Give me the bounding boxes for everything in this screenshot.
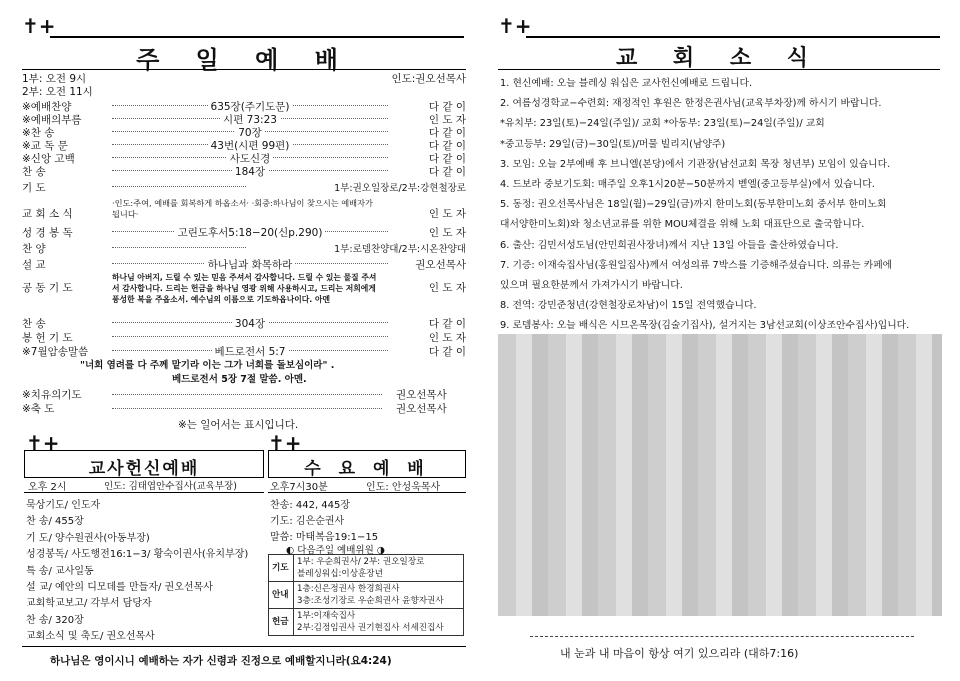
order-item: 봉 헌 기 도: [22, 332, 73, 344]
cross-icon: ✝+: [268, 431, 302, 455]
order-item: 설 교: [22, 259, 46, 271]
order-item: 찬 송: [22, 166, 46, 178]
closing-item: ※치유의기도: [22, 389, 82, 401]
leader-dots: [112, 408, 382, 409]
news-item: 5. 동정: 권오선목사님은 18일(월)−29일(금)까지 한미노회(동부한미노회 중서부 한미노회: [500, 199, 887, 211]
teacher-row: 설 교/ 예안의 디모데를 만들자/ 권오선목사: [26, 582, 213, 593]
memory-verse-ref: 베드로전서 5장 7절 말씀. 아멘.: [172, 374, 307, 385]
next-week-cell: [294, 555, 464, 582]
teacher-row: 교회소식 및 축도/ 권오선목사: [26, 631, 155, 643]
order-item: 교 회 소 식: [22, 208, 73, 220]
teacher-divider: [24, 492, 264, 493]
order-item: 공 동 기 도: [22, 282, 73, 294]
next-week-names: 1층:신은정권사 한경희권사: [297, 584, 400, 594]
news-item: 대서양한미노회)와 청소년교류를 위한 MOU체결을 위해 노회 대표단으로 출국합니다.: [500, 219, 865, 231]
order-role: 인 도 자: [428, 332, 466, 344]
news-item: 9. 로뎀봉사: 오늘 배식은 시므온목장(김술기집사), 설거지는 3남선교회(이상조안수집사)입니다.: [500, 320, 910, 332]
order-role: 인 도 자: [428, 282, 466, 294]
order-detail: 하나님과 화목하라: [112, 257, 388, 272]
wednesday-title: 수 요 예 배: [304, 459, 430, 479]
order-role: 다 같 이: [428, 318, 466, 330]
closing-role: 권오선목사: [396, 389, 447, 401]
next-week-cell: [294, 609, 464, 636]
footer-rule: [530, 636, 914, 637]
next-week-role: 안내: [269, 582, 294, 609]
news-item: 있으며 필요한분께서 가져가시기 바랍니다.: [500, 280, 683, 292]
news-title: 교 회 소 식: [616, 45, 822, 71]
next-week-heading: ◐ 다음주일 예배위원 ◑: [286, 545, 386, 556]
closing-item: ※축 도: [22, 403, 55, 415]
next-week-row: [269, 582, 464, 609]
next-week-names: 1부:이재숙집사: [297, 611, 356, 621]
teacher-row: 기 도/ 양수원권사(아동부장): [26, 532, 150, 544]
next-week-table: [268, 554, 464, 636]
order-role: 인 도 자: [428, 114, 466, 126]
order-row: [22, 198, 466, 220]
order-item: ※7월암송말씀: [22, 346, 89, 358]
order-row: [22, 316, 466, 329]
order-role: 1부:권오일장로/2부:강현철장로: [246, 180, 466, 194]
order-item: ※예배의부름: [22, 114, 82, 126]
bottom-verse-box: [22, 646, 466, 647]
news-footer: 내 눈과 내 마음이 항상 여기 있으리라 (대하7:16): [560, 647, 799, 660]
next-week-names: 1부: 우순희권사/ 2부: 권오일장로: [297, 557, 425, 567]
order-row: [22, 112, 466, 125]
teacher-title: 교사헌신예배: [88, 459, 200, 479]
stand-note: ※는 일어서는 표시입니다.: [178, 419, 299, 431]
order-role: 1부:로뎀찬양대/2부:시온찬양대: [246, 241, 466, 255]
order-detail: 635장(주기도문): [112, 99, 388, 114]
order-detail: 베드로전서 5:7: [112, 344, 388, 359]
next-week-role: 헌금: [269, 609, 294, 636]
wednesday-time: 오후7시30분: [270, 482, 328, 493]
order-row: [22, 273, 466, 304]
next-week-row: [269, 555, 464, 582]
order-row: [22, 241, 466, 254]
order-detail: 시편 73:23: [112, 112, 388, 127]
news-item: 6. 출산: 김민서성도님(안민희권사장녀)께서 지난 13일 아들을 출산하였습니다.: [500, 239, 839, 251]
teacher-row: 묵상기도/ 인도자: [26, 500, 101, 511]
order-role: 인 도 자: [428, 227, 466, 239]
teacher-leader: 인도: 김태엽안수집사(교육부장): [104, 481, 237, 492]
wednesday-leader: 인도: 안성욱목사: [366, 482, 441, 493]
order-row: [22, 257, 466, 270]
teacher-time: 오후 2시: [28, 482, 67, 493]
next-week-cell: [294, 582, 464, 609]
order-detail: 70장: [112, 125, 388, 140]
news-item: 7. 기증: 이재숙집사님(홍원일집사)께서 여성의류 7박스를 기증해주셨습니다. 의류는 카페에: [500, 259, 893, 271]
news-item: 3. 모임: 오늘 2부예배 후 브니엘(본당)에서 기관장(남선교회 목장 청년부) 모임이 있습니다.: [500, 158, 891, 170]
news-item: 2. 여름성경학교−수련회: 재정적인 후원은 한정은권사님(교육부차장)께 하시기 바랍니다.: [500, 98, 882, 110]
order-item: 찬 송: [22, 318, 46, 330]
teacher-row: 성경봉독/ 사도행전16:1−3/ 황숙이권사(유치부장): [26, 549, 249, 561]
closing-role: 권오선목사: [396, 403, 447, 415]
news-list: [500, 74, 940, 337]
title-underline: [22, 69, 466, 70]
next-week-names: 블레싱워십:이상훈장년: [297, 569, 383, 579]
news-item: *중고등부: 29일(금)−30일(토)/머물 빌리지(남양주): [500, 138, 726, 150]
leader-top: 인도:권오선목사: [391, 73, 466, 85]
order-item: ※교 독 문: [22, 140, 68, 152]
order-item: ※신앙 고백: [22, 153, 75, 165]
order-row: [22, 151, 466, 164]
order-row: [22, 180, 466, 193]
page-title: 주 일 예 배: [136, 45, 352, 74]
teacher-row: 교회학교보고/ 각부서 담당자: [26, 598, 152, 610]
memory-verse: "너희 염려를 다 주께 맡기라 이는 그가 너희를 돌보심이라" .: [80, 360, 335, 371]
news-item: 8. 전역: 강민준청년(강현철장로차남)이 15일 전역했습니다.: [500, 300, 757, 312]
blurred-content: [498, 334, 942, 616]
news-underline: [498, 69, 940, 70]
wednesday-divider: [268, 492, 466, 493]
wednesday-row: 기도: 김은순권사: [270, 516, 345, 527]
wednesday-row: 말씀: 마태복음19:1−15: [270, 532, 379, 543]
order-detail: 43번(시편 99편): [112, 138, 388, 153]
order-detail: 사도신경: [112, 151, 388, 166]
leader-dots: [112, 336, 388, 337]
leader-dots: [112, 394, 382, 395]
news-item: 1. 현신예배: 오늘 블레싱 워십은 교사헌신예배로 드립니다.: [500, 78, 753, 89]
order-role: 다 같 이: [428, 127, 466, 139]
order-detail: ·인도:주여, 예배를 회복하게 하옵소서· ·회중:하나님이 찾으시는 예배자가 됩니다·: [112, 198, 373, 219]
order-detail: 304장: [112, 316, 388, 331]
wednesday-row: 찬송: 442, 445장: [270, 500, 351, 511]
order-role: 다 같 이: [428, 140, 466, 152]
next-week-names: 3층:조성기장로 우순희권사 윤향자권사: [297, 596, 444, 606]
news-rule: [526, 36, 940, 38]
order-row: [22, 99, 466, 112]
order-role: 권오선목사: [415, 259, 466, 271]
teacher-row: 특 송/ 교사일동: [26, 565, 94, 577]
order-row: [22, 164, 466, 177]
order-row: [22, 344, 466, 357]
cross-icon: ✝+: [26, 431, 60, 455]
order-item: 찬 양: [22, 243, 46, 255]
teacher-row: 찬 송/ 320장: [26, 614, 84, 626]
title-rule: [50, 36, 464, 38]
service-time-1: 1부: 오전 9시: [22, 73, 87, 85]
order-role: 다 같 이: [428, 346, 466, 358]
order-role: 다 같 이: [428, 101, 466, 113]
order-role: 다 같 이: [428, 166, 466, 178]
news-item: *유치부: 23일(토)−24일(주일)/ 교회 *아동부: 23일(토)−24일(주일)/ 교회: [500, 118, 825, 130]
news-item: 4. 드보라 중보기도회: 매주일 오후1시20분−50분까지 벧엘(중고등부실)에서 있습니다.: [500, 179, 875, 191]
order-detail: 184장: [112, 164, 388, 179]
order-row: [22, 125, 466, 138]
next-week-names: 2부:김정임권사 권기현집사 서세진집사: [297, 623, 444, 633]
bottom-verse: 하나님은 영이시니 예배하는 자가 신령과 진정으로 예배할지니라(요4:24): [50, 655, 392, 667]
order-detail: 고린도후서5:18−20(신p.290): [112, 225, 388, 240]
next-week-role: 기도: [269, 555, 294, 582]
order-row: [22, 225, 466, 238]
order-role: 인 도 자: [428, 208, 466, 220]
teacher-row: 찬 송/ 455장: [26, 516, 84, 528]
cross-icon: ✝+: [22, 14, 56, 38]
order-item: ※예배찬양: [22, 101, 72, 113]
order-role: 다 같 이: [428, 153, 466, 165]
order-item: 기 도: [22, 182, 46, 194]
order-item: 성 경 봉 독: [22, 227, 73, 239]
cross-icon: ✝+: [498, 14, 532, 38]
order-detail: 하나님 아버지, 드릴 수 있는 믿음 주셔서 감사합니다. 드릴 수 있는 물질 주셔서 감사합니다. 드리는 헌금을 하나님 영광 위해 사용하시고, 드리는 저희에게 풍성한 복을 주옵소서. 예수님의 이름으로 기도하옵나이다. 아멘: [112, 273, 377, 304]
service-time-2: 2부: 오전 11시: [22, 86, 93, 98]
order-row: [22, 138, 466, 151]
order-item: ※찬 송: [22, 127, 55, 139]
order-row: [22, 330, 466, 343]
next-week-row: [269, 609, 464, 636]
